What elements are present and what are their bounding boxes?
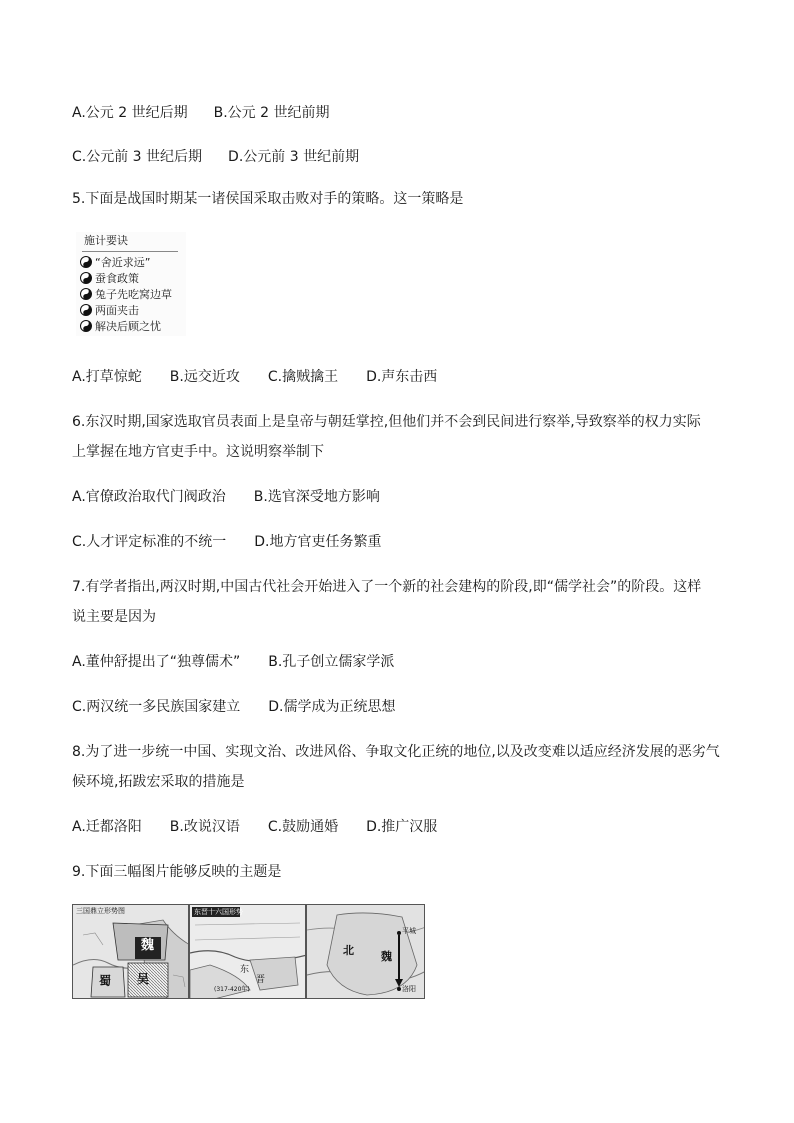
q5-option-c: C.擒贼擒王 [267,369,339,385]
q6-option-b: B.选官深受地方影响 [253,489,380,505]
strategy-box [76,232,186,336]
q7-option-d: D.儒学成为正统思想 [268,699,396,715]
q7-option-c: C.两汉统一多民族国家建立 [72,699,241,715]
strategy-box-divider [82,251,178,252]
yin-yang-icon [80,288,92,300]
q8-option-c: C.鼓励通婚 [267,819,339,835]
history-maps [72,904,425,999]
map2-label-jin: 晋 [256,975,266,985]
strategy-item: 两面夹击 [80,304,139,318]
q8-stem-line-2: 候环境,拓跋宏采取的措施是 [72,774,245,790]
strategy-box-title: 施计要诀 [84,234,128,247]
strategy-item: 蚕食政策 [80,272,139,286]
three-kingdoms-map [72,904,189,999]
map2-label-dong: 东 [240,965,250,975]
q5-options [72,368,437,386]
q7-stem-line-1: 7.有学者指出,两汉时期,中国古代社会开始进入了一个新的社会建构的阶段,即“儒学社会”的阶段。这样 [72,579,702,595]
q7-option-b: B.孔子创立儒家学派 [268,654,395,670]
strategy-item: “舍近求远” [80,256,150,270]
q4-option-a: A.公元 2 世纪后期 [72,105,188,121]
q6-options-row-2 [72,533,381,551]
northern-wei-map [306,904,425,999]
yin-yang-icon [80,256,92,268]
q4-options-row-1 [72,104,329,122]
q5-option-d: D.声东击西 [366,369,438,385]
eastern-jin-map [189,904,306,999]
q8-option-d: D.推广汉服 [366,819,438,835]
strategy-item: 兔子先吃窝边草 [80,288,172,302]
map3-label-wei: 魏 [381,950,392,963]
q5-stem: 5.下面是战国时期某一诸侯国采取击败对手的策略。这一策略是 [72,191,464,207]
three-kingdoms-map-drawing [73,905,189,999]
q8-options [72,818,437,836]
map1-label-wu: 吴 [137,972,150,986]
q7-options-row-2 [72,698,395,716]
map1-title: 三国鼎立形势图 [76,907,125,915]
q8-option-a: A.迁都洛阳 [72,819,142,835]
map1-label-wei: 魏 [141,938,155,953]
q6-stem-line-2: 上掌握在地方官吏手中。这说明察举制下 [72,444,324,460]
q7-options-row-1 [72,653,394,671]
q9-stem: 9.下面三幅图片能够反映的主题是 [72,864,282,880]
q4-option-d: D.公元前 3 世纪前期 [228,149,360,165]
map2-label-years: (317-420年) [214,986,250,993]
q6-option-d: D.地方官吏任务繁重 [254,534,382,550]
strategy-item: 解决后顾之忧 [80,320,161,334]
q7-option-a: A.董仲舒提出了“独尊儒术” [72,654,241,670]
yin-yang-icon [80,320,92,332]
q4-option-b: B.公元 2 世纪前期 [213,105,330,121]
map3-label-pingcheng: 平城 [402,927,416,935]
q5-option-b: B.远交近攻 [169,369,240,385]
q6-options-row-1 [72,488,380,506]
q8-option-b: B.改说汉语 [169,819,240,835]
yin-yang-icon [80,304,92,316]
map3-label-bei: 北 [343,944,354,957]
q6-option-c: C.人才评定标准的不统一 [72,534,227,550]
q5-option-a: A.打草惊蛇 [72,369,142,385]
map3-label-luoyang: 洛阳 [402,985,416,993]
q7-stem-line-2: 说主要是因为 [72,609,156,625]
q6-option-a: A.官僚政治取代门阀政治 [72,489,226,505]
q6-stem-line-1: 6.东汉时期,国家选取官员表面上是皇帝与朝廷掌控,但他们并不会到民间进行察举,导致察举的权力实际 [72,414,701,430]
q4-option-c: C.公元前 3 世纪后期 [72,149,203,165]
map1-label-shu: 蜀 [99,974,112,988]
q4-options-row-2 [72,148,359,166]
yin-yang-icon [80,272,92,284]
map2-title: 东晋十六国形势 [194,908,243,916]
q8-stem-line-1: 8.为了进一步统一中国、实现文治、改进风俗、争取文化正统的地位,以及改变难以适应经济发展的恶劣气 [72,744,720,760]
